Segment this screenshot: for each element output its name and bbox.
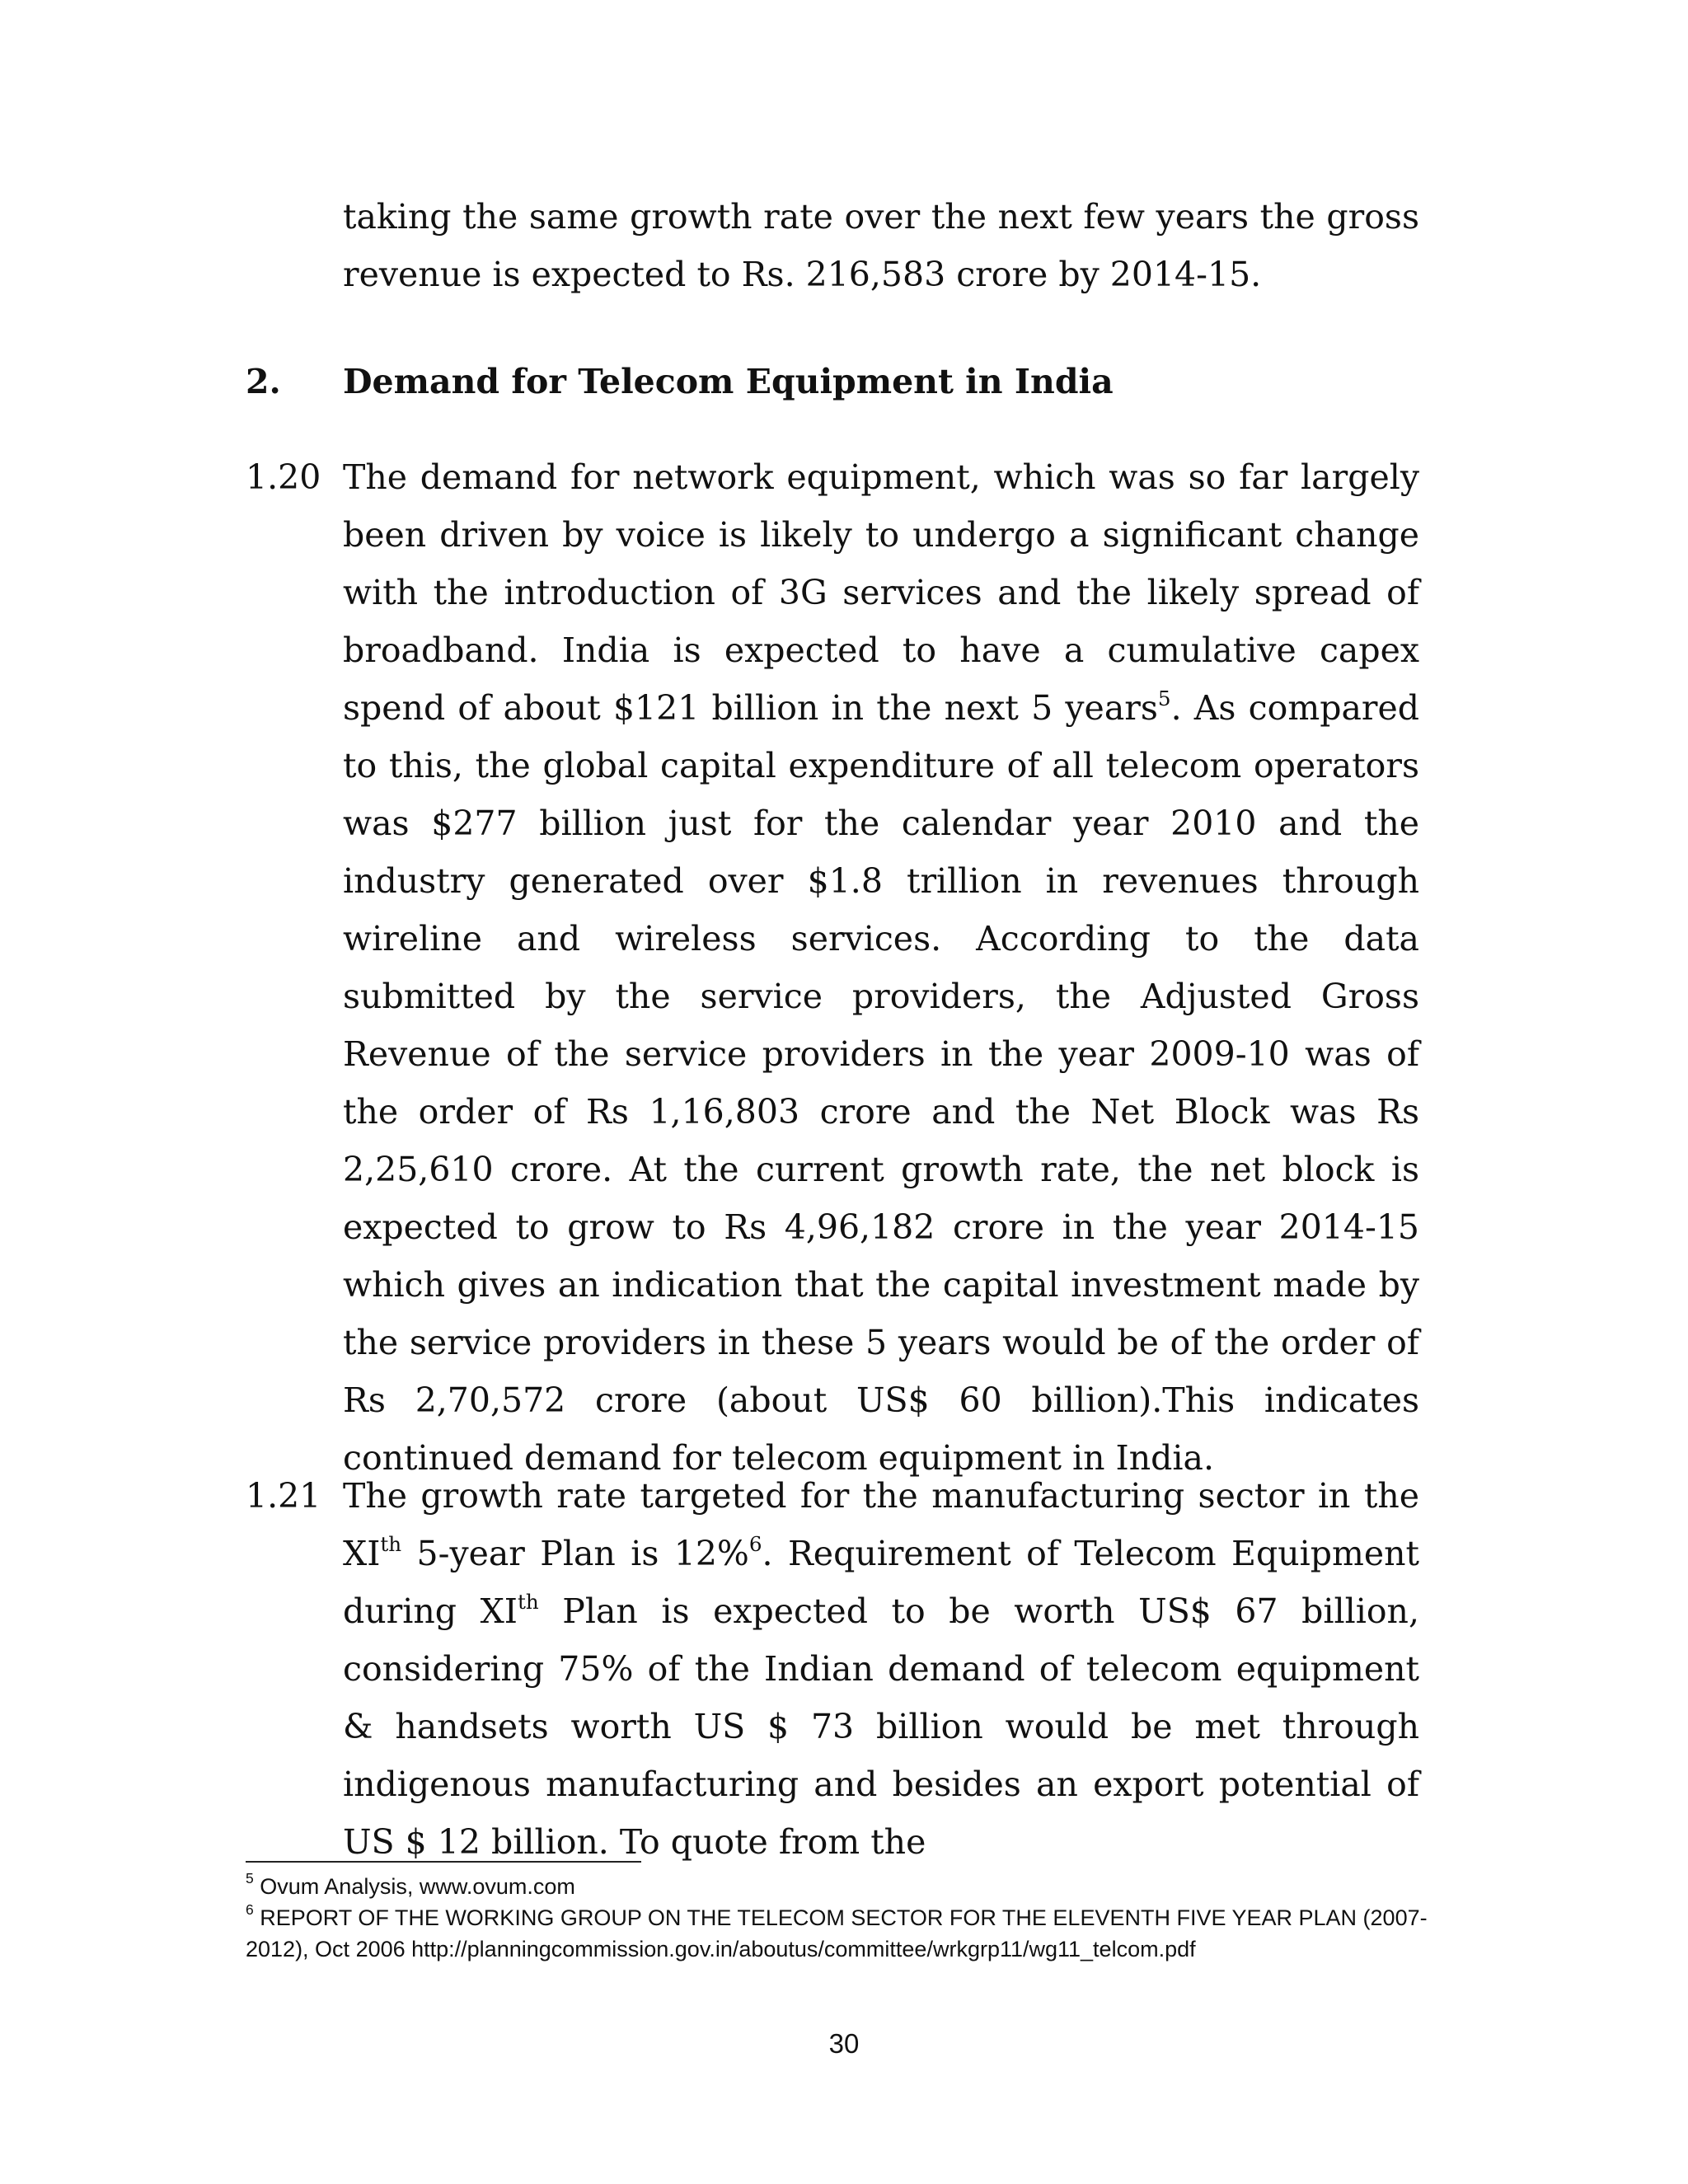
- paragraph-1-21-text-c: . Requirement of Telecom Equipment during XI: [343, 1534, 1419, 1631]
- footnote-ref-5: 5: [1157, 687, 1171, 711]
- section-number: 2.: [246, 362, 281, 401]
- footnote-separator: [246, 1861, 641, 1863]
- continuation-paragraph: taking the same growth rate over the next few years the gross revenue is expected to Rs. 216,583 crore by 2014-15.: [343, 197, 1419, 294]
- paragraph-1-21: [343, 1467, 1419, 1871]
- footnote-ref-6: 6: [748, 1532, 762, 1557]
- paragraph-1-21-text-a: The growth rate targeted for the manufacturing sector in the XI: [343, 1476, 1419, 1573]
- paragraph-number-1-20: 1.20: [246, 457, 321, 497]
- footnote-5: [246, 1871, 1432, 1902]
- paragraph-number-1-21: 1.21: [246, 1476, 321, 1516]
- footnote-number-6: 6: [246, 1901, 254, 1918]
- footnote-6: [246, 1902, 1432, 1965]
- paragraph-1-21-text-b: 5-year Plan is 12%: [401, 1534, 749, 1573]
- paragraph-1-20: [343, 448, 1419, 1487]
- footnote-6-text: REPORT OF THE WORKING GROUP ON THE TELECOM SECTOR FOR THE ELEVENTH FIVE YEAR PLAN (2007-2012), Oct 2006 http://planningcommission.gov.in/aboutus/committee/wrkgrp11/wg11_telcom.pdf: [246, 1905, 1428, 1961]
- footnote-number-5: 5: [246, 1870, 254, 1886]
- page-number: 30: [828, 2028, 860, 2059]
- paragraph-1-21-text-d: Plan is expected to be worth US$ 67 billion, considering 75% of the Indian demand of telecom equipment & handsets worth US $ 73 billion would be met through indigenous manufacturing and besides an export potential of US $ 12 billion. To quote from the: [343, 1591, 1419, 1862]
- paragraph-1-20-text-a: The demand for network equipment, which was so far largely been driven by voice is likely to undergo a significant change with the introduction of 3G services and the likely spread of broadband. India is expected to have a cumulative capex spend of about $121 billion in the next 5 years: [343, 457, 1419, 728]
- section-heading: Demand for Telecom Equipment in India: [343, 362, 1114, 401]
- superscript-th-1: th: [380, 1532, 402, 1557]
- footnotes: [246, 1871, 1432, 1965]
- paragraph-1-20-text-b: . As compared to this, the global capital expenditure of all telecom operators was $277 billion just for the calendar year 2010 and the industry generated over $1.8 trillion in revenues through wireline and wireless services. According to the data submitted by the service providers, the Adjusted Gross Revenue of the service providers in the year 2009-10 was of the order of Rs 1,16,803 crore and the Net Block was Rs 2,25,610 crore. At the current growth rate, the net block is expected to grow to Rs 4,96,182 crore in the year 2014-15 which gives an indication that the capital investment made by the service providers in these 5 years would be of the order of Rs 2,70,572 crore (about US$ 60 billion).This indicates continued demand for telecom equipment in India.: [343, 688, 1419, 1478]
- superscript-th-2: th: [517, 1590, 539, 1615]
- footnote-5-text: Ovum Analysis, www.ovum.com: [260, 1874, 575, 1899]
